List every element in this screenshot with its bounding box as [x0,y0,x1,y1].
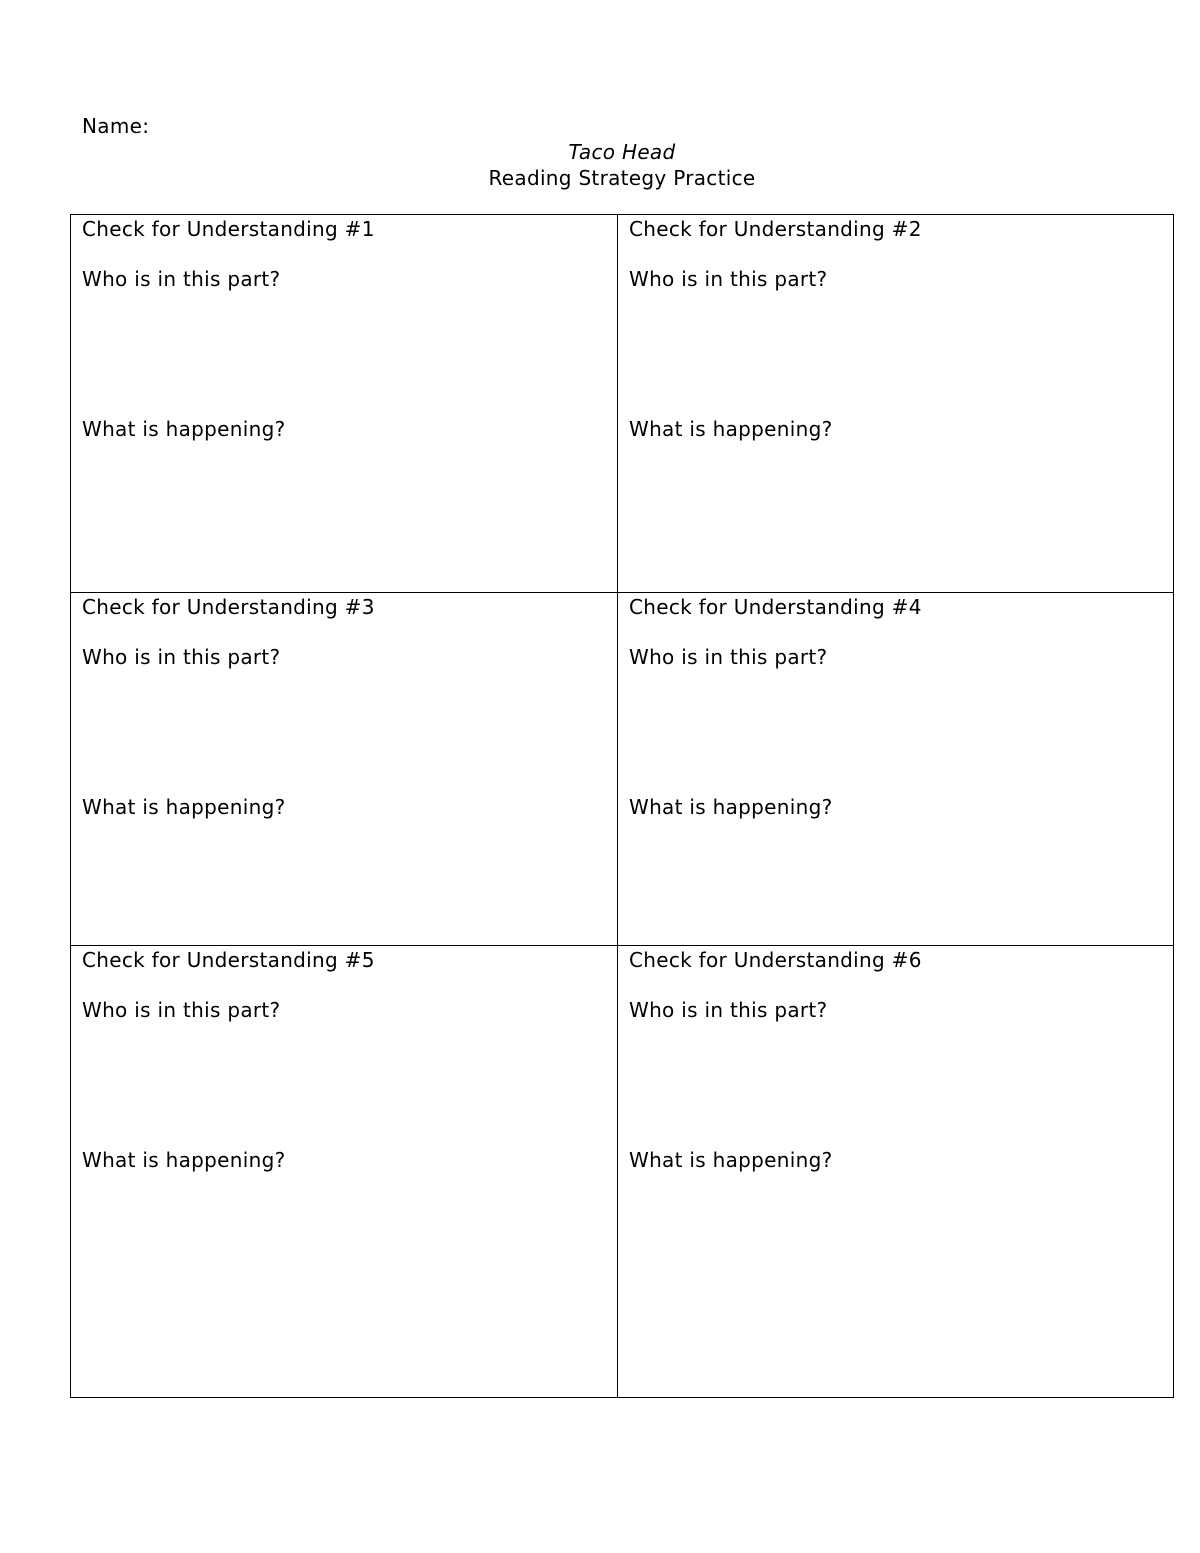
understanding-cell-5[interactable] [71,946,618,1397]
what-prompt: What is happening? [629,417,833,441]
worksheet-subtitle: Reading Strategy Practice [488,166,756,190]
who-prompt: Who is in this part? [629,645,828,669]
who-prompt: Who is in this part? [82,645,281,669]
what-prompt: What is happening? [82,417,286,441]
who-prompt: Who is in this part? [82,267,281,291]
cell-heading: Check for Understanding #4 [629,595,922,619]
cell-heading: Check for Understanding #2 [629,217,922,241]
understanding-grid [70,214,1174,1398]
what-prompt: What is happening? [82,1148,286,1172]
name-label: Name: [82,114,150,138]
title-block [70,139,1174,191]
understanding-cell-4[interactable] [618,593,1173,946]
what-prompt: What is happening? [629,795,833,819]
cell-heading: Check for Understanding #5 [82,948,375,972]
understanding-cell-3[interactable] [71,593,618,946]
book-title: Taco Head [568,140,676,164]
what-prompt: What is happening? [629,1148,833,1172]
understanding-cell-1[interactable] [71,215,618,593]
cell-heading: Check for Understanding #1 [82,217,375,241]
cell-heading: Check for Understanding #3 [82,595,375,619]
who-prompt: Who is in this part? [629,998,828,1022]
what-prompt: What is happening? [82,795,286,819]
understanding-cell-2[interactable] [618,215,1173,593]
who-prompt: Who is in this part? [82,998,281,1022]
understanding-cell-6[interactable] [618,946,1173,1397]
cell-heading: Check for Understanding #6 [629,948,922,972]
who-prompt: Who is in this part? [629,267,828,291]
